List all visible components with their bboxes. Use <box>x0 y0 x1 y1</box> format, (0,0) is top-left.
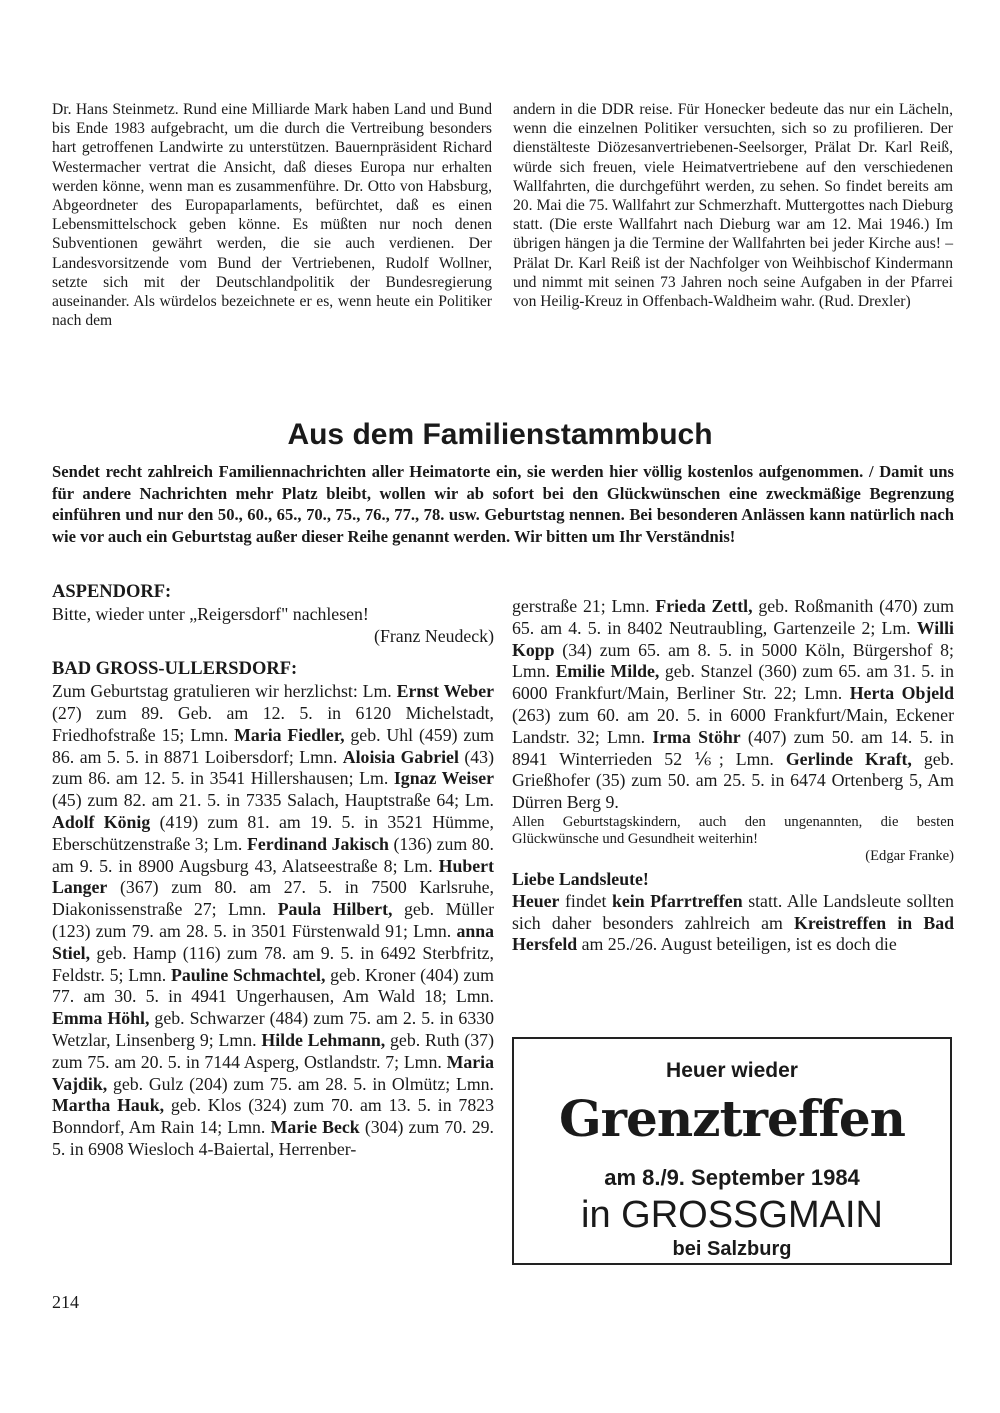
entry-text: (367) zum 80. am 27. 5. in 7500 Karlsruhe, Diakonissenstraße 27; <box>52 877 494 920</box>
entry-name: anna Stiel, <box>52 920 494 963</box>
entry-prefix: Lmn. <box>184 724 235 745</box>
entry-name: Ernst Weber <box>396 681 494 702</box>
entry-text: geb. Grießhofer (35) zum 50. am 25. 5. in 6474 Ortenberg 5, Am Dürren Berg 9. <box>512 748 954 813</box>
entry-text: (27) zum 89. Geb. am 12. 5. in 6120 Michelstadt, Friedhofstraße 15; <box>52 702 494 745</box>
entry-name: Aloisia Gabriel <box>342 746 459 767</box>
bad-gross-title: BAD GROSS-ULLERSDORF: <box>52 659 298 680</box>
entry-text: (407) zum 50. am 14. 5. in 8941 Winterrieden 52 ⅙; <box>512 726 955 769</box>
entry-text: geb. Schwarzer (484) zum 75. am 2. 5. in 6330 Wetzlar, Linsenberg 9; <box>52 1008 494 1050</box>
entry-prefix: Lm. <box>397 855 439 876</box>
entry-name: Martha Hauk, <box>52 1095 165 1116</box>
advertisement-box <box>512 1037 952 1265</box>
entry-text: (263) zum 60. am 20. 5. in 6000 Frankfurt/Main, Eckener Landstr. 32; <box>512 704 954 747</box>
entry-prefix: Lmn. <box>723 748 786 769</box>
ad-sublocation: bei Salzburg <box>672 1238 792 1260</box>
page-number: 214 <box>52 1292 79 1312</box>
top-left-column <box>52 100 492 330</box>
entry-text: geb. Ruth (37) zum 75. am 20. 5. in 7144 Asperg, Ostlandstr. 7; <box>52 1029 494 1072</box>
entry-prefix: Lm. <box>875 617 917 638</box>
entry-text: geb. Klos (324) zum 70. am 13. 5. in 7823 Bonndorf, Am Rain 14; <box>52 1095 494 1138</box>
entry-name: Irma Stöhr <box>652 726 741 747</box>
entry-text: geb. Stanzel (360) zum 65. am 31. 5. in 6000 Frankfurt/Main, Berliner Str. 22; <box>512 661 954 704</box>
entry-name: Hilde Lehmann, <box>261 1029 386 1050</box>
entry-text: geb. Roßmanith (470) zum 65. am 4. 5. in 8402 Neutraubling, Gartenzeile 2; <box>512 596 955 638</box>
birthday-note: Allen Geburtstagskindern, auch den ungenannten, die besten Glückwünsche und Gesundheit weiterhin! <box>512 813 954 847</box>
bad-gross-entries <box>52 681 494 1161</box>
entry-name: Emma Höhl, <box>52 1008 150 1029</box>
entry-text: (136) zum 80. am 9. 5. in 8900 Augsburg 43, Alatseestraße 8; <box>52 833 495 876</box>
entry-name: Maria Vajdik, <box>52 1051 494 1094</box>
entry-name: Pauline Schmachtel, <box>170 964 326 985</box>
entry-text: geb. Uhl (459) zum 86. am 5. 5. in 8871 Loibersdorf; <box>52 724 495 767</box>
entry-name: Ferdinand Jakisch <box>246 833 389 854</box>
article-text-left: Dr. Hans Steinmetz. Rund eine Milliarde Mark haben Land und Bund bis Ende 1983 aufgebracht, um die durch die Vertreibung besonders hart getroffenen Landwirte zu unterstützen. Bauernpräsident Richard Westermacher vertrat die Ansicht, daß dieses Europa nur erhalten werden könne, wenn man es zusammenführe. Dr. Otto von Habsburg, Abgeordneter des Europaparlaments, befürchtet, daß es einen Lebensmittelschock geben könne. Es müßten nur noch denen Subventionen gewährt werden, die sie auch verdienen. Der Landesvorsitzende vom Bund der Vertriebenen, Rudolf Wollner, setzte sich mit der Deutschlandpolitik der Bundesregierung auseinander. Als würdelos bezeichnete er es, wenn heute ein Politiker nach dem <box>52 101 492 330</box>
entry-prefix: Lmn. <box>599 726 653 747</box>
entry-prefix: Lmn. <box>407 920 457 941</box>
entry-name: Adolf König <box>52 811 151 832</box>
entry-prefix: Lmn. <box>512 661 556 682</box>
entry-name: Gerlinde Kraft, <box>785 748 912 769</box>
kein-bold: kein Pfarrtreffen <box>612 890 743 911</box>
entry-name: Maria Fiedler, <box>234 724 345 745</box>
note-signature: (Edgar Franke) <box>865 847 954 864</box>
section-heading: Aus dem Familienstammbuch <box>287 418 713 451</box>
entry-text: (34) zum 65. am 8. 5. in 5000 Köln, Bürgershof 8; <box>554 639 954 660</box>
entry-prefix: Lmn. <box>213 1029 262 1050</box>
entry-prefix: Lmn. <box>399 1051 447 1072</box>
kreis-bold: Kreistreffen in Bad Hersfeld <box>512 912 954 955</box>
entry-text: (45) zum 82. am 21. 5. in 7335 Salach, Hauptstraße 64; <box>52 790 460 811</box>
right-entries <box>512 596 954 814</box>
entry-prefix: Lmn. <box>222 1117 271 1138</box>
ad-line-1: Heuer wieder <box>666 1059 798 1082</box>
entry-prefix: Lm. <box>353 768 394 789</box>
entry-name: Paula Hilbert, <box>277 899 393 920</box>
entry-name: Willi Kopp <box>512 617 955 660</box>
entry-text: geb. Kroner (404) zum 77. am 30. 5. in 4941 Ungerhausen, Am Wald 18; <box>52 964 494 1007</box>
entry-text: (43) zum 86. am 12. 5. in 3541 Hillershausen; <box>52 746 494 789</box>
aspendorf-text: Bitte, wieder unter „Reigersdorf" nachlesen! <box>52 603 369 624</box>
heuer-text-3: am 25./26. August beteiligen, ist es doch die <box>577 934 897 955</box>
entry-text: (419) zum 81. am 19. 5. in 3521 Hümme, Eberschützenstraße 3; <box>52 811 494 854</box>
lower-left-column <box>52 582 494 1161</box>
ad-location: in GROSSGMAIN <box>581 1194 883 1236</box>
entry-prefix: Lmn. <box>605 596 656 616</box>
lower-right-column <box>512 596 954 956</box>
entry-prefix: Lmn. <box>216 899 278 920</box>
entry-prefix: Lm. <box>459 790 494 811</box>
entry-prefix: Lmn. <box>293 746 343 767</box>
entry-prefix: Lmn. <box>796 683 850 704</box>
heuer-text-2: statt. Alle Landsleute sollten sich daher besonders zahlreich am <box>512 890 954 933</box>
entry-name: Marie Beck <box>270 1117 360 1138</box>
top-right-column <box>513 100 953 311</box>
bad-gross-intro: Zum Geburtstag gratulieren wir herzlichst: <box>52 681 358 702</box>
entry-name: Ignaz Weiser <box>393 768 494 789</box>
entry-text: gerstraße 21; <box>512 596 606 616</box>
section-intro: Sendet recht zahlreich Familiennachrichten aller Heimatorte ein, sie werden hier völlig kostenlos aufgenommen. / Damit uns für andere Nachrichten mehr Platz bleibt, wollen wir ab sofort bei den Glückwünschen eine zweckmäßige Begrenzung einführen und nur den 50., 60., 65., 70., 75., 76., 77., 78. usw. Geburtstag nennen. Bei besonderen Anlässen kann natürlich nach wie vor auch ein Geburtstag außer dieser Reihe genannt werden. Wir bitten um Ihr Verständnis! <box>52 462 954 546</box>
entry-name: Emilie Milde, <box>555 661 660 682</box>
entry-prefix: Lm. <box>357 681 397 702</box>
entry-name: Frieda Zettl, <box>655 596 753 616</box>
heuer-text-1: findet <box>559 890 612 911</box>
entry-name: Hubert Langer <box>52 855 494 898</box>
article-text-right: andern in die DDR reise. Für Honecker bedeute das nur ein Lächeln, wenn die einzelnen Politiker versuchten, sich so zu profilieren. Der dienstälteste Diözesanvertriebenen-Seelsorger, Prälat Dr. Karl Reiß, würde sich freuen, viele Heimatvertriebene auf den verschiedenen Wallfahrten, die durchgeführt werden, zu sehen. So findet bereits am 20. Mai die 75. Wallfahrt zur Schmerzhaft. Muttergottes nach Dieburg statt. (Die erste Wallfahrt nach Dieburg war am 12. Mai 1946.) Im übrigen hängen ja die Termine der Wallfahrten bei jeder Kirche aus! – Prälat Dr. Karl Reiß ist der Nachfolger von Weihbischof Kindermann und nimmt mit seinen 73 Jahren noch seine Aufgaben in der Pfarrei von Heilig-Kreuz in Offenbach-Waldheim wahr. (Rud. Drexler) <box>513 101 953 311</box>
aspendorf-title: ASPENDORF: <box>52 582 172 602</box>
entry-text: geb. Gulz (204) zum 75. am 28. 5. in Olmütz; <box>107 1073 451 1094</box>
entry-prefix: Lmn. <box>450 1073 494 1094</box>
entry-prefix: Lmn. <box>446 986 494 1007</box>
ad-date: am 8./9. September 1984 <box>604 1165 860 1190</box>
entry-name: Herta Objeld <box>849 683 954 704</box>
entry-prefix: Lm. <box>208 833 247 854</box>
entry-text: (304) zum 70. 29. 5. in 6908 Wiesloch 4-Baiertal, Herrenber- <box>52 1117 495 1159</box>
ad-title-grenztreffen: Grenztreffen <box>558 1089 906 1148</box>
pfarrtreffen-text <box>512 891 954 956</box>
entry-prefix: Lmn. <box>123 964 171 985</box>
heuer-bold: Heuer <box>512 890 560 911</box>
landsleute-title: Liebe Landsleute! <box>512 868 649 889</box>
entry-text: geb. Müller (123) zum 79. am 28. 5. in 3501 Fürstenwald 91; <box>52 899 494 941</box>
aspendorf-signature: (Franz Neudeck) <box>374 625 494 646</box>
entry-text: geb. Hamp (116) zum 78. am 9. 5. in 6492 Sterbfritz, Feldstr. 5; <box>52 942 494 985</box>
